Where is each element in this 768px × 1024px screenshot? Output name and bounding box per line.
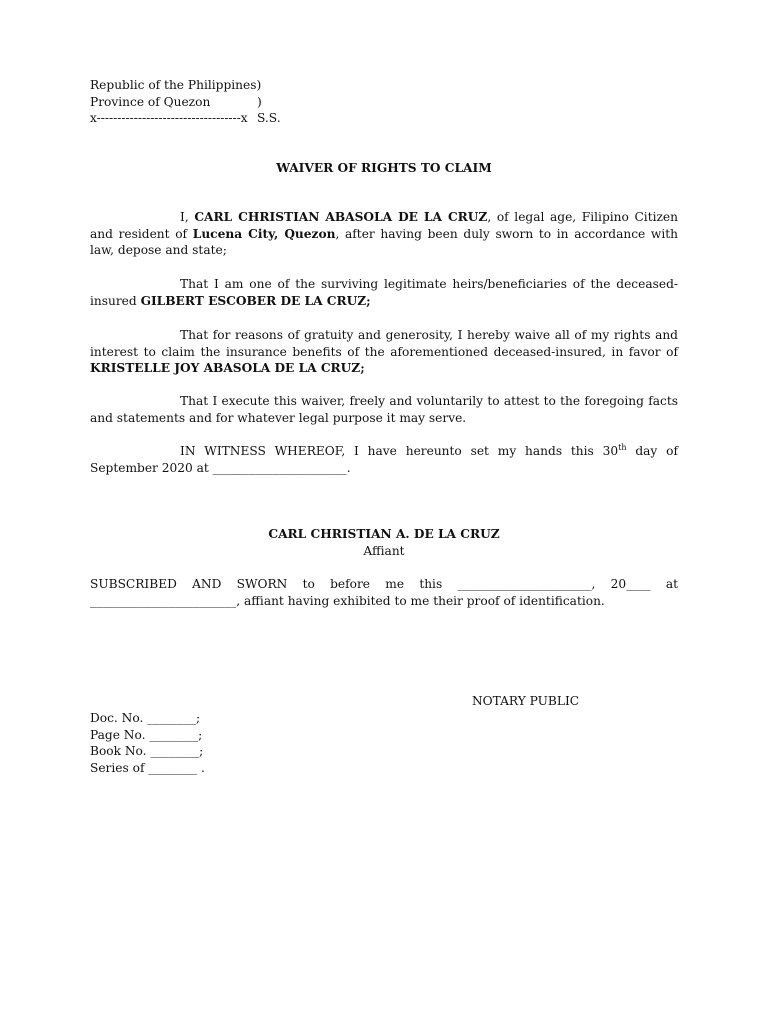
venue-line-republic: Republic of the Philippines) [90, 78, 262, 92]
signature-name: CARL CHRISTIAN A. DE LA CRUZ [268, 527, 500, 541]
venue-block [90, 77, 281, 127]
notary-public-label: NOTARY PUBLIC [472, 694, 580, 708]
paragraph-execution: That I execute this waiver, freely and voluntarily to attest to the foregoing facts and statements and for whatever legal purpose it may serve. [90, 394, 678, 425]
p5-text-b: day of September 2020 at ______________________. [90, 444, 678, 475]
venue-province: Province of Quezon [90, 94, 211, 109]
paragraph-affiant-intro [90, 209, 678, 259]
affiant-full-name: CARL CHRISTIAN ABASOLA DE LA CRUZ [194, 210, 488, 224]
paragraph-witness [90, 443, 678, 476]
paragraph-heirship [90, 276, 678, 309]
affiant-residence: Lucena City, Quezon [192, 226, 336, 241]
book-no-line: Book No. ________; [90, 744, 204, 758]
signature-role: Affiant [363, 543, 405, 558]
deceased-name: GILBERT ESCOBER DE LA CRUZ; [140, 293, 371, 308]
p1-text-a: I, [180, 210, 195, 224]
document-body [90, 0, 678, 1024]
paragraph-waiver [90, 327, 678, 377]
series-line: Series of ________ . [90, 760, 205, 775]
p5-ordinal-suffix: th [618, 442, 627, 452]
venue-divider: x-----------------------------------x [90, 111, 248, 125]
jurat-paragraph: SUBSCRIBED AND SWORN to before me this ______________________, 20____ at ________________________, affiant having exhibited to me their proof of identification. [90, 577, 678, 608]
beneficiary-name: KRISTELLE JOY ABASOLA DE LA CRUZ; [90, 361, 365, 375]
page-no-line: Page No. ________; [90, 727, 203, 742]
p3-text-a: That for reasons of gratuity and generosity, I hereby waive all of my rights and interest to claim the insurance benefits of the aforementioned deceased-insured, in favor of [90, 328, 678, 359]
p5-text-a: IN WITNESS WHEREOF, I have hereunto set my hands this 30 [180, 444, 619, 458]
p2-text-a: That I am one of the surviving legitimate heirs/beneficiaries of the deceased-insured [90, 277, 678, 308]
venue-ss: ) S.S. [257, 94, 281, 125]
notarial-register-block [90, 710, 205, 776]
p1-text-b: , of legal age, Filipino Citizen and resident of [90, 210, 678, 241]
document-title: WAIVER OF RIGHTS TO CLAIM [276, 161, 492, 175]
doc-no-line: Doc. No. ________; [90, 711, 201, 725]
signature-block [90, 526, 678, 559]
p1-text-c: , after having been duly sworn to in accordance with law, depose and state; [90, 226, 678, 257]
